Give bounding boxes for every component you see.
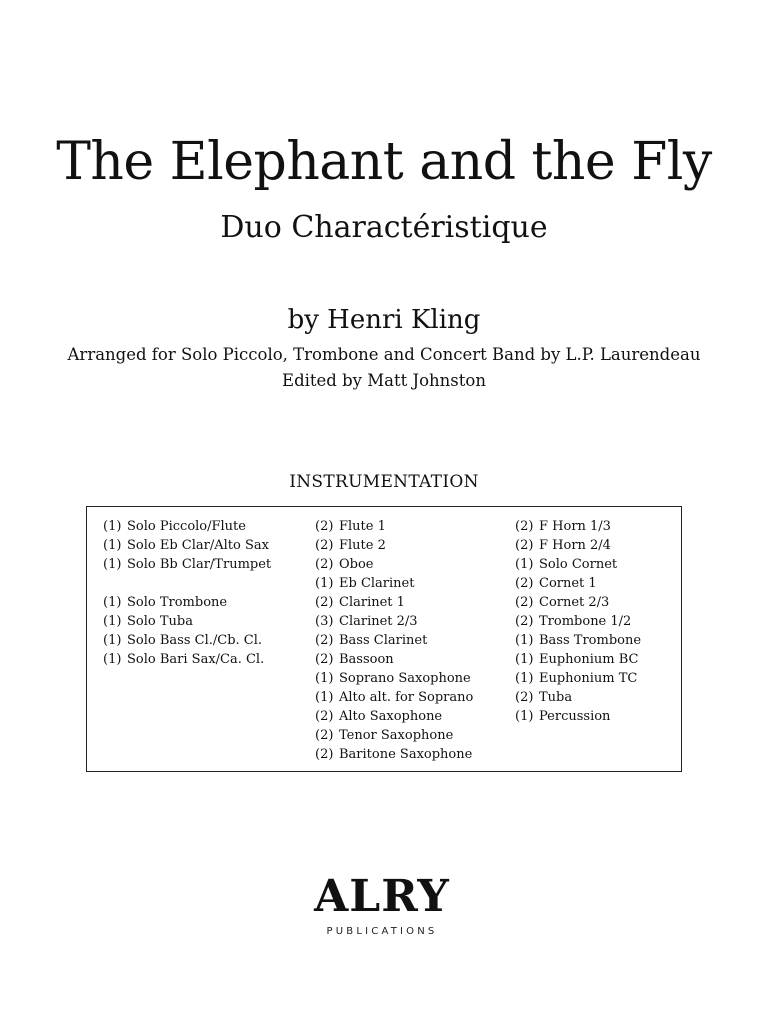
- instrument-item: (2) Cornet 2/3: [515, 595, 610, 610]
- instrument-item: (1) Eb Clarinet: [315, 576, 415, 591]
- instrument-item: (2) F Horn 2/4: [515, 538, 611, 553]
- instrument-item: (2) Tuba: [515, 690, 573, 705]
- composer-credit: by Henri Kling: [287, 305, 481, 335]
- instrument-item: (2) Flute 2: [315, 538, 386, 553]
- instrument-item: (2) Alto Saxophone: [315, 709, 443, 724]
- instrument-item: (1) Euphonium TC: [515, 671, 638, 686]
- instrumentation-column-2: [315, 517, 473, 764]
- instrument-item: (3) Clarinet 2/3: [315, 614, 418, 629]
- instrument-item: (1) Solo Bb Clar/Trumpet: [103, 557, 272, 572]
- instrument-item: (1) Solo Eb Clar/Alto Sax: [103, 538, 269, 553]
- instrument-item: (2) F Horn 1/3: [515, 519, 611, 534]
- instrumentation-box: [86, 506, 682, 772]
- instrument-item: (2) Tenor Saxophone: [315, 728, 454, 743]
- instrument-item: (2) Baritone Saxophone: [315, 747, 473, 762]
- instrument-item: (2) Bassoon: [315, 652, 394, 667]
- instrumentation-heading: INSTRUMENTATION: [289, 472, 479, 492]
- arranger-credit: Arranged for Solo Piccolo, Trombone and Concert Band by L.P. Laurendeau: [67, 345, 701, 364]
- instrument-item: (1) Solo Trombone: [103, 595, 228, 610]
- instrument-item: (1) Solo Bari Sax/Ca. Cl.: [103, 652, 265, 667]
- instrument-item: (2) Cornet 1: [515, 576, 597, 591]
- instrumentation-column-1: [103, 517, 271, 669]
- instrument-item: (2) Flute 1: [315, 519, 386, 534]
- instrument-item: (1) Soprano Saxophone: [315, 671, 471, 686]
- instrument-item: (2) Clarinet 1: [315, 595, 405, 610]
- score-subtitle: Duo Charactéristique: [220, 210, 548, 245]
- instrument-item: (1) Solo Bass Cl./Cb. Cl.: [103, 633, 263, 648]
- instrument-item: (1) Alto alt. for Soprano: [315, 690, 474, 705]
- score-title: The Elephant and the Fly: [56, 132, 712, 192]
- group-spacer: [103, 574, 271, 593]
- instrument-item: (1) Solo Cornet: [515, 557, 618, 572]
- instrument-item: (1) Bass Trombone: [515, 633, 642, 648]
- editor-credit: Edited by Matt Johnston: [282, 371, 486, 390]
- publisher-logo-wordmark: ALRY: [314, 871, 450, 922]
- instrument-item: (2) Oboe: [315, 557, 374, 572]
- instrument-item: (2) Trombone 1/2: [515, 614, 632, 629]
- publisher-logo-tagline: PUBLICATIONS: [326, 926, 438, 937]
- instrument-item: (1) Euphonium BC: [515, 652, 639, 667]
- instrument-item: (1) Solo Tuba: [103, 614, 193, 629]
- publisher-logo: [298, 856, 466, 974]
- instrument-item: (2) Bass Clarinet: [315, 633, 428, 648]
- instrument-item: (1) Solo Piccolo/Flute: [103, 519, 246, 534]
- instrument-item: (1) Percussion: [515, 709, 611, 724]
- instrumentation-column-3: [515, 517, 641, 726]
